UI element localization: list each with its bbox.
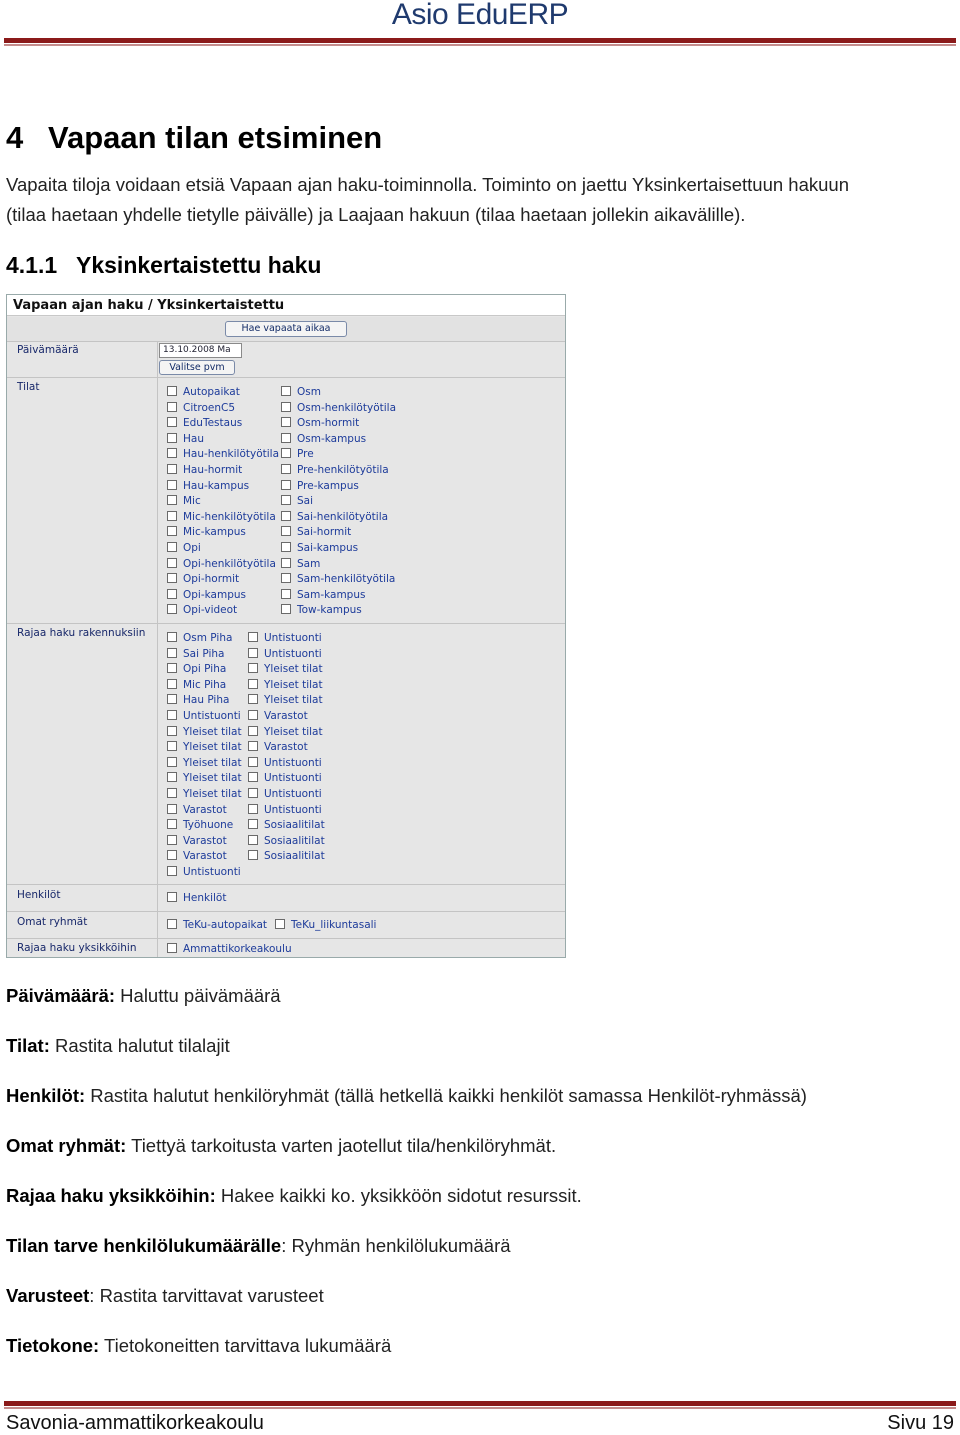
checkbox-box[interactable] <box>167 542 177 552</box>
search-free-time-button[interactable]: Hae vapaata aikaa <box>225 321 347 337</box>
checkbox-item[interactable] <box>167 417 242 432</box>
footer-rule <box>4 1401 956 1406</box>
checkbox-label: Varastot <box>183 834 227 847</box>
checkbox-box[interactable] <box>167 526 177 536</box>
definition-persons <box>6 1085 807 1107</box>
divider <box>7 623 565 624</box>
checkbox-label: Sosiaalitilat <box>264 834 325 847</box>
checkbox-label: Sam-henkilötyötila <box>297 573 396 586</box>
checkbox-box[interactable] <box>281 558 291 568</box>
term: Päivämäärä: <box>6 985 116 1006</box>
checkbox-item[interactable] <box>167 402 235 417</box>
checkbox-label: Yleiset tilat <box>264 663 323 676</box>
checkbox-box[interactable] <box>167 788 177 798</box>
checkbox-item[interactable] <box>281 386 321 401</box>
date-label: Päivämäärä <box>17 344 79 356</box>
checkbox-label: Sai-kampus <box>297 542 359 554</box>
subsection-title: Yksinkertaistettu haku <box>76 252 322 278</box>
checkbox-label: Untistuonti <box>264 632 322 644</box>
checkbox-box[interactable] <box>248 788 258 798</box>
checkbox-label: Untistuonti <box>264 772 322 785</box>
checkbox-label: Opi-henkilötyötila <box>183 557 276 570</box>
checkbox-item[interactable] <box>248 835 325 850</box>
checkbox-item[interactable] <box>248 819 325 834</box>
checkbox-label: CitroenC5 <box>183 401 236 414</box>
checkbox-item[interactable] <box>248 632 322 647</box>
checkbox-box[interactable] <box>281 417 291 427</box>
units-label: Rajaa haku yksikköihin <box>17 942 137 954</box>
checkbox-box[interactable] <box>248 835 258 845</box>
checkbox-box[interactable] <box>281 402 291 412</box>
term: Tilat: <box>6 1035 50 1056</box>
checkbox-box[interactable] <box>167 741 177 751</box>
checkbox-box[interactable] <box>167 892 177 902</box>
checkbox-box[interactable] <box>248 710 258 720</box>
intro-paragraph <box>6 170 936 230</box>
checkbox-item[interactable] <box>167 694 229 709</box>
checkbox-label: Opi-hormit <box>183 573 240 586</box>
checkbox-box[interactable] <box>167 835 177 845</box>
checkbox-item[interactable] <box>167 632 232 647</box>
checkbox-item[interactable] <box>167 726 242 741</box>
checkbox-label: Untistuonti <box>264 647 322 660</box>
divider <box>7 911 565 912</box>
checkbox-label: Mic <box>183 495 201 508</box>
checkbox-item[interactable] <box>281 433 366 448</box>
checkbox-label: Yleiset tilat <box>183 772 242 785</box>
checkbox-label: Pre-henkilötyötila <box>297 464 389 476</box>
checkbox-item[interactable] <box>281 542 358 557</box>
checkbox-label: Mic-henkilötyötila <box>183 510 276 523</box>
checkbox-box[interactable] <box>167 402 177 412</box>
definition-equipment <box>6 1285 324 1307</box>
checkbox-box[interactable] <box>248 663 258 673</box>
checkbox-box[interactable] <box>248 850 258 860</box>
checkbox-label: Yleiset tilat <box>183 741 242 754</box>
checkbox-box[interactable] <box>167 850 177 860</box>
checkbox-box[interactable] <box>281 433 291 443</box>
checkbox-item[interactable] <box>167 542 201 557</box>
checkbox-box[interactable] <box>281 526 291 536</box>
checkbox-box[interactable] <box>167 819 177 829</box>
checkbox-label: Varastot <box>264 741 308 754</box>
checkbox-box[interactable] <box>167 694 177 704</box>
checkbox-label: Osm Piha <box>183 632 233 644</box>
description: Haluttu päivämäärä <box>115 985 281 1006</box>
checkbox-item[interactable] <box>167 526 246 541</box>
checkbox-box[interactable] <box>281 464 291 474</box>
checkbox-label: TeKu-autopaikat <box>183 919 267 931</box>
checkbox-label: Yleiset tilat <box>183 756 242 769</box>
checkbox-box[interactable] <box>248 772 258 782</box>
checkbox-item[interactable] <box>167 480 249 495</box>
checkbox-label: Sai Piha <box>183 647 225 660</box>
checkbox-label: Hau-hormit <box>183 464 243 476</box>
checkbox-item[interactable] <box>248 741 308 756</box>
checkbox-item[interactable] <box>167 741 242 756</box>
checkbox-box[interactable] <box>281 448 291 458</box>
checkbox-item[interactable] <box>167 495 201 510</box>
term: Tilan tarve henkilölukumäärälle <box>6 1235 282 1256</box>
checkbox-item[interactable] <box>167 679 226 694</box>
checkbox-item[interactable] <box>167 819 233 834</box>
checkbox-label: Osm-henkilötyötila <box>297 401 397 414</box>
buildings-label: Rajaa haku rakennuksiin <box>17 627 146 639</box>
term: Henkilöt: <box>6 1085 86 1106</box>
checkbox-label: Varastot <box>183 803 227 816</box>
checkbox-box[interactable] <box>167 448 177 458</box>
definition-date <box>6 985 281 1007</box>
checkbox-item[interactable] <box>281 495 313 510</box>
checkbox-box[interactable] <box>167 558 177 568</box>
checkbox-box[interactable] <box>167 604 177 614</box>
checkbox-label: TeKu_liikuntasali <box>291 919 377 931</box>
checkbox-box[interactable] <box>281 495 291 505</box>
subsection-heading <box>6 252 321 279</box>
description: : Ryhmän henkilölukumäärä <box>281 1235 511 1256</box>
checkbox-item[interactable] <box>248 726 323 741</box>
checkbox-box[interactable] <box>167 480 177 490</box>
checkbox-item[interactable] <box>248 710 308 725</box>
checkbox-label: Osm-kampus <box>297 432 367 445</box>
own-groups-label: Omat ryhmät <box>17 916 88 928</box>
checkbox-box[interactable] <box>167 804 177 814</box>
checkbox-label: Pre <box>297 448 314 461</box>
form-title-bar <box>7 295 565 316</box>
checkbox-item[interactable] <box>167 604 237 619</box>
definition-own-groups <box>6 1135 556 1157</box>
checkbox-box[interactable] <box>167 919 177 929</box>
footer-organization: Savonia-ammattikorkeakoulu <box>6 1412 264 1434</box>
checkbox-box[interactable] <box>167 386 177 396</box>
checkbox-item[interactable] <box>248 694 323 709</box>
checkbox-label: Osm-hormit <box>297 417 360 430</box>
definition-capacity <box>6 1235 511 1257</box>
checkbox-box[interactable] <box>248 741 258 751</box>
divider <box>7 884 565 885</box>
checkbox-label: Sam-kampus <box>297 588 366 601</box>
description: Hakee kaikki ko. yksikköön sidotut resurssit. <box>215 1185 582 1206</box>
checkbox-box[interactable] <box>281 589 291 599</box>
checkbox-box[interactable] <box>248 726 258 736</box>
description: Rastita halutut henkilöryhmät (tällä hetkellä kaikki henkilöt samassa Henkilöt-ryhmässä) <box>85 1085 807 1106</box>
checkbox-item[interactable] <box>248 757 322 772</box>
checkbox-label: Varastot <box>264 710 308 722</box>
date-input[interactable]: 13.10.2008 Ma <box>159 343 242 358</box>
checkbox-item[interactable] <box>248 850 325 865</box>
checkbox-label: Hau-henkilötyötila <box>183 448 280 461</box>
checkbox-item[interactable] <box>167 804 227 819</box>
document-header-title: Asio EduERP <box>391 0 569 31</box>
checkbox-item[interactable] <box>281 573 395 588</box>
description: Tietokoneitten tarvittava lukumäärä <box>99 1335 392 1356</box>
checkbox-item[interactable] <box>167 558 276 573</box>
checkbox-label: Yleiset tilat <box>183 788 242 800</box>
divider <box>7 938 565 939</box>
checkbox-item[interactable] <box>167 464 242 479</box>
checkbox-box[interactable] <box>248 679 258 689</box>
checkbox-teku-liikuntasali[interactable] <box>275 919 376 934</box>
checkbox-label: Opi-kampus <box>183 588 246 601</box>
checkbox-teku-autopaikat[interactable] <box>167 919 267 934</box>
checkbox-label: Untistuonti <box>183 710 241 722</box>
checkbox-box[interactable] <box>248 648 258 658</box>
checkbox-label: Sosiaalitilat <box>264 819 325 832</box>
checkbox-box[interactable] <box>248 804 258 814</box>
checkbox-label: Sai-hormit <box>297 526 352 539</box>
checkbox-label: Sam <box>297 557 321 570</box>
term: Rajaa haku yksikköihin: <box>6 1185 216 1206</box>
checkbox-label: Hau <box>183 432 204 445</box>
checkbox-label: Autopaikat <box>183 386 240 398</box>
checkbox-item[interactable] <box>248 772 322 787</box>
checkbox-box[interactable] <box>167 943 177 953</box>
checkbox-label: Henkilöt <box>183 892 227 904</box>
checkbox-box[interactable] <box>167 663 177 673</box>
checkbox-item[interactable] <box>281 526 351 541</box>
checkbox-box[interactable] <box>167 710 177 720</box>
checkbox-label: Tow-kampus <box>297 604 362 617</box>
checkbox-item[interactable] <box>167 835 227 850</box>
checkbox-label: Opi Piha <box>183 663 227 676</box>
checkbox-label: Yleiset tilat <box>264 678 323 691</box>
checkbox-label: Hau Piha <box>183 694 230 707</box>
checkbox-item[interactable] <box>281 402 396 417</box>
checkbox-box[interactable] <box>167 757 177 767</box>
definition-rooms <box>6 1035 230 1057</box>
checkbox-item[interactable] <box>281 558 320 573</box>
checkbox-box[interactable] <box>281 542 291 552</box>
checkbox-label: Osm <box>297 386 321 398</box>
checkbox-box[interactable] <box>248 694 258 704</box>
section-heading <box>6 120 382 156</box>
intro-line-1: Vapaita tiloja voidaan etsiä Vapaan ajan haku-toiminnolla. Toiminto on jaettu Yksinkertaisettuun hakuun <box>6 174 849 195</box>
checkbox-item[interactable] <box>281 448 314 463</box>
rooms-label: Tilat <box>17 381 40 393</box>
description: Rastita halutut tilalajit <box>49 1035 230 1056</box>
checkbox-label: Mic-kampus <box>183 526 246 539</box>
checkbox-label: Varastot <box>183 850 227 863</box>
checkbox-label: Untistuonti <box>264 803 322 816</box>
checkbox-box[interactable] <box>281 480 291 490</box>
checkbox-label: Hau-kampus <box>183 479 250 492</box>
checkbox-item[interactable] <box>248 648 322 663</box>
checkbox-item[interactable] <box>167 511 276 526</box>
checkbox-box[interactable] <box>167 573 177 583</box>
subsection-number: 4.1.1 <box>6 252 58 278</box>
page-number: Sivu 19 <box>887 1412 954 1434</box>
checkbox-item[interactable] <box>248 804 322 819</box>
checkbox-label: Yleiset tilat <box>183 725 242 738</box>
select-date-button[interactable]: Valitse pvm <box>159 360 235 375</box>
checkbox-item[interactable] <box>248 663 323 678</box>
checkbox-box[interactable] <box>167 866 177 876</box>
definition-computers <box>6 1335 391 1357</box>
description: : Rastita tarvittavat varusteet <box>89 1285 324 1306</box>
checkbox-box[interactable] <box>167 726 177 736</box>
checkbox-box[interactable] <box>167 679 177 689</box>
header-rule <box>4 38 956 43</box>
term: Tietokone: <box>6 1335 100 1356</box>
term: Varusteet <box>6 1285 90 1306</box>
checkbox-label: EduTestaus <box>183 417 243 430</box>
checkbox-box[interactable] <box>167 511 177 521</box>
section-number: 4 <box>6 120 24 155</box>
checkbox-box[interactable] <box>167 464 177 474</box>
form-title: Vapaan ajan haku / Yksinkertaistettu <box>13 298 285 313</box>
checkbox-label: Opi <box>183 542 201 554</box>
checkbox-box[interactable] <box>167 632 177 642</box>
search-form-screenshot <box>6 294 566 958</box>
checkbox-box[interactable] <box>281 511 291 521</box>
checkbox-label: Mic Piha <box>183 678 227 691</box>
intro-line-2: (tilaa haetaan yhdelle tietylle päivälle) ja Laajaan hakuun (tilaa haetaan jollekin aikavälille). <box>6 204 746 225</box>
checkbox-label: Untistuonti <box>183 866 241 878</box>
checkbox-ammattikorkeakoulu[interactable] <box>167 943 292 958</box>
description: Tiettyä tarkoitusta varten jaotellut tila/henkilöryhmät. <box>126 1135 557 1156</box>
checkbox-item[interactable] <box>167 772 242 787</box>
checkbox-item[interactable] <box>167 386 240 401</box>
section-title: Vapaan tilan etsiminen <box>48 120 383 155</box>
checkbox-item[interactable] <box>167 448 279 463</box>
checkbox-item[interactable] <box>167 573 239 588</box>
column-divider <box>157 341 158 957</box>
checkbox-item[interactable] <box>248 679 323 694</box>
checkbox-label: Pre-kampus <box>297 479 359 492</box>
checkbox-item[interactable] <box>281 589 365 604</box>
checkbox-item[interactable] <box>167 757 242 772</box>
persons-label: Henkilöt <box>17 889 61 901</box>
checkbox-box[interactable] <box>167 495 177 505</box>
checkbox-persons[interactable] <box>167 892 226 907</box>
checkbox-item[interactable] <box>167 589 246 604</box>
checkbox-box[interactable] <box>167 417 177 427</box>
checkbox-box[interactable] <box>281 604 291 614</box>
checkbox-label: Untistuonti <box>264 788 322 800</box>
checkbox-box[interactable] <box>167 772 177 782</box>
checkbox-item[interactable] <box>281 511 388 526</box>
checkbox-box[interactable] <box>248 819 258 829</box>
definition-units <box>6 1185 582 1207</box>
checkbox-label: Sai-henkilötyötila <box>297 510 389 523</box>
checkbox-label: Sosiaalitilat <box>264 850 325 863</box>
checkbox-item[interactable] <box>281 464 389 479</box>
checkbox-item[interactable] <box>167 433 204 448</box>
checkbox-item[interactable] <box>167 648 224 663</box>
checkbox-box[interactable] <box>167 648 177 658</box>
header-rule-thin <box>4 44 956 46</box>
checkbox-box[interactable] <box>275 919 285 929</box>
checkbox-item[interactable] <box>281 417 359 432</box>
checkbox-item[interactable] <box>167 850 227 865</box>
checkbox-label: Untistuonti <box>264 756 322 769</box>
checkbox-label: Yleiset tilat <box>264 725 323 738</box>
checkbox-box[interactable] <box>167 433 177 443</box>
checkbox-label: Työhuone <box>183 819 234 832</box>
checkbox-item[interactable] <box>281 604 362 619</box>
term: Omat ryhmät: <box>6 1135 127 1156</box>
checkbox-box[interactable] <box>167 589 177 599</box>
checkbox-item[interactable] <box>167 866 241 881</box>
checkbox-item[interactable] <box>248 788 322 803</box>
checkbox-item[interactable] <box>281 480 359 495</box>
divider <box>7 341 565 342</box>
checkbox-item[interactable] <box>167 663 226 678</box>
checkbox-item[interactable] <box>167 788 242 803</box>
checkbox-item[interactable] <box>167 710 241 725</box>
footer-rule-thin <box>4 1407 956 1409</box>
checkbox-label: Ammattikorkeakoulu <box>183 943 292 955</box>
checkbox-label: Yleiset tilat <box>264 694 323 707</box>
checkbox-box[interactable] <box>248 757 258 767</box>
checkbox-box[interactable] <box>281 386 291 396</box>
divider <box>7 377 565 378</box>
checkbox-box[interactable] <box>281 573 291 583</box>
checkbox-label: Opi-videot <box>183 604 238 617</box>
checkbox-label: Sai <box>297 495 314 508</box>
checkbox-box[interactable] <box>248 632 258 642</box>
